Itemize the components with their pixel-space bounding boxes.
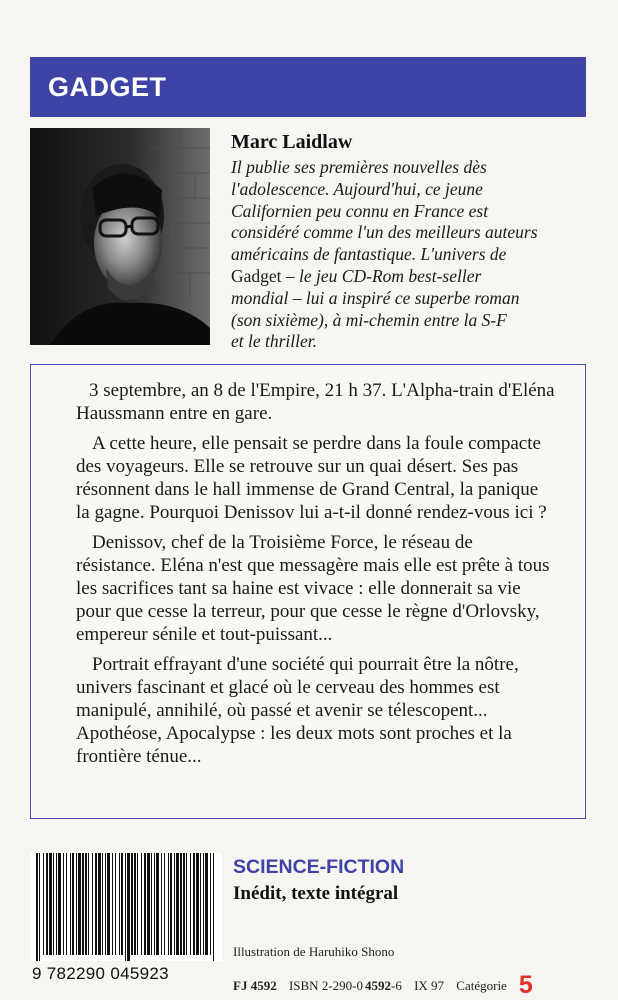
barcode-bar [137,853,138,955]
barcode-bar [78,853,81,955]
barcode [30,853,222,961]
barcode-bar [107,853,110,955]
barcode-bar [39,853,40,961]
barcode-bar [98,853,101,955]
barcode-bar [151,853,152,955]
barcode-bar [196,853,199,955]
barcode-bar [176,853,179,955]
barcode-bar [161,853,162,955]
bio-line: (son sixième), à mi-chemin entre la S-F [231,309,507,330]
barcode-bar [144,853,146,955]
barcode-bar [141,853,142,955]
barcode-bar [36,853,38,961]
barcode-bar [115,853,116,955]
barcode-bar [46,853,48,955]
barcode-bar [92,853,93,955]
isbn-prefix: ISBN 2-290-0 [288,978,363,993]
barcode-bar [213,853,214,961]
book-title: GADGET [48,71,167,102]
bio-line: Californien peu connu en France est [231,200,489,221]
barcode-bar [88,853,89,955]
barcode-bar [119,853,120,955]
author-bio [231,157,591,353]
barcode-bar [193,853,195,955]
barcode-digits: 9 782290 045923 [32,964,169,983]
barcode-bar [70,853,71,955]
barcode-bar [147,853,150,955]
genre-label: SCIENCE-FICTION [233,856,405,878]
synopsis-text [76,379,556,775]
bio-line: et le thriller. [231,331,318,352]
illustration-credit: Illustration de Haruhiko Shono [233,944,395,959]
barcode-bar [112,853,113,955]
title-banner [30,57,586,117]
isbn-bold: 4592 [364,978,391,993]
category-number: 5 [518,971,533,999]
barcode-bar [102,853,103,955]
synopsis-paragraph: Portrait effrayant d'une société qui pourrait être la nôtre, univers fascinant et glacé où le cerveau des hommes est manipulé, annihilé, où passé et avenir se télescopent... Apothéose, Apocalypse : les deux mots sont proches et la frontière ténue... [76,654,519,767]
bio-line: – le jeu CD-Rom best-seller [281,265,482,286]
barcode-bar [180,853,182,955]
ix-code: IX 97 [414,978,445,993]
barcode-bar [205,853,208,955]
synopsis-paragraph: 3 septembre, an 8 de l'Empire, 21 h 37. L'Alpha-train d'Eléna Haussmann entre en gare. [76,380,555,424]
author-photo [30,128,210,345]
barcode-bar [190,853,191,955]
barcode-bar [49,853,52,955]
barcode-bar [82,853,84,955]
catalog-line [233,971,593,1000]
barcode-bar [72,853,74,955]
barcode-bar [95,853,97,955]
barcode-bar [105,853,106,955]
barcode-bar [203,853,204,955]
barcode-bar [131,853,133,955]
barcode-bar [164,853,165,955]
synopsis-paragraph: Denissov, chef de la Troisième Force, le réseau de résistance. Eléna n'est que messagère mais elle est prête à tous les sacrifices tant sa haine est vivace : elle donnerait sa vie pour que cesse la terreur, pour que cesse le règne d'Orlovsky, empereur sénile et tout-puissant... [76,532,550,645]
barcode-bar [200,853,201,955]
barcode-bar [43,853,44,955]
barcode-bar [186,853,187,955]
barcode-bar [125,853,126,961]
barcode-bar [76,853,77,955]
barcode-bar [156,853,159,955]
barcode-bar [127,853,130,961]
bio-line: Il publie ses premières nouvelles dès [231,157,487,177]
barcode-bar [63,853,64,955]
barcode-bar [66,853,67,955]
barcode-bar [174,853,175,955]
barcode-bar [210,853,211,955]
author-name: Marc Laidlaw [231,131,353,153]
barcode-bars [30,853,222,961]
bio-game-title: Gadget [231,265,282,286]
barcode-bar [134,853,136,955]
bio-line: mondial – lui a inspiré ce superbe roman [231,287,520,308]
barcode-bar [183,853,185,955]
barcode-bar [121,853,123,955]
edition-label: Inédit, texte intégral [233,883,399,904]
barcode-bar [170,853,172,955]
barcode-bar [85,853,87,955]
bio-line: américains de fantastique. L'univers de [231,244,507,265]
isbn-suffix: -6 [390,978,402,993]
synopsis-box [30,364,586,819]
bio-line: l'adolescence. Aujourd'hui, ce jeune [231,178,483,199]
synopsis-paragraph: A cette heure, elle pensait se perdre dans la foule compacte des voyageurs. Elle se retrouve sur un quai désert. Ses pas résonnent dans le hall immense de Grand Central, la panique la gagne. Pourquoi Denissov lui a-t-il donné rendez-vous ici ? [76,433,547,523]
bio-line: considéré comme l'un des meilleurs auteurs [231,222,538,243]
barcode-bar [58,853,61,955]
barcode-bar [168,853,169,955]
category-label: Catégorie [456,978,507,993]
barcode-bar [53,853,54,955]
catalog-code: FJ 4592 [233,978,277,993]
barcode-bar [154,853,155,955]
barcode-bar [56,853,57,955]
author-portrait-image [30,128,210,345]
